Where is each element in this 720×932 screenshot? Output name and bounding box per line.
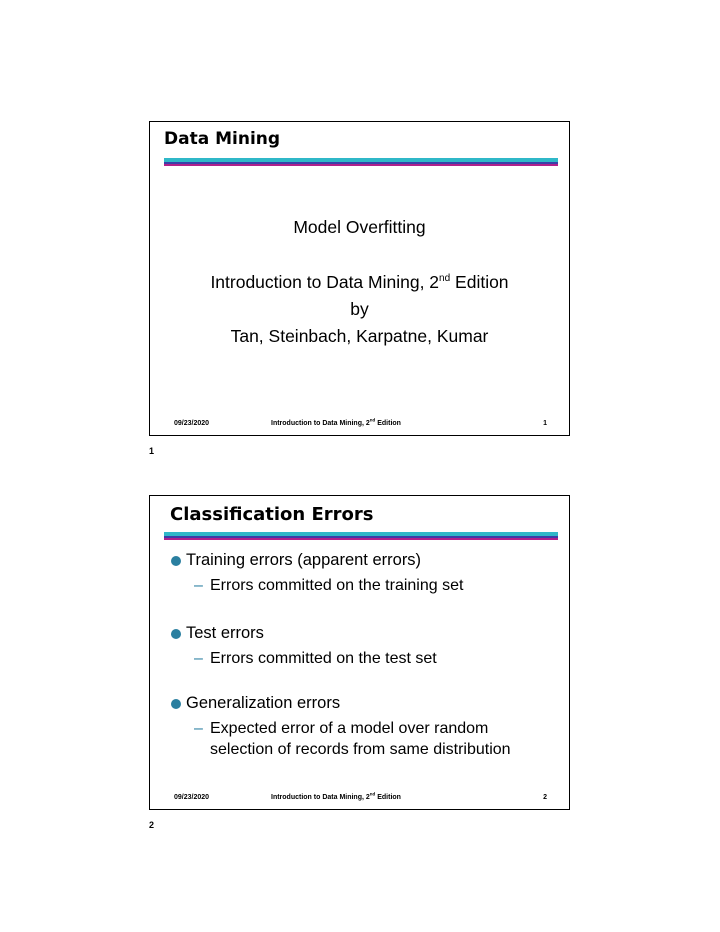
bullet-dot-icon <box>171 629 181 639</box>
slide-title: Classification Errors <box>170 504 374 525</box>
footer-slide-number: 1 <box>543 420 547 427</box>
book-title: Introduction to Data Mining, 2nd Edition <box>210 272 509 292</box>
sub-bullet-item: – Expected error of a model over random selection of records from same distribution <box>194 720 511 758</box>
footer-book-title: Introduction to Data Mining, 2nd Edition <box>271 791 401 801</box>
footer-date: 09/23/2020 <box>174 794 210 801</box>
bullet-item: Test errors <box>171 624 264 643</box>
footer-slide-number: 2 <box>543 794 547 801</box>
slide-2 <box>149 495 570 810</box>
bullet-dot-icon <box>171 556 181 566</box>
authors: Tan, Steinbach, Karpatne, Kumar <box>230 326 489 346</box>
slide-subtitle: Model Overfitting <box>293 217 426 237</box>
sub-bullet-item: – Errors committed on the test set <box>194 650 437 667</box>
page-label-2: 2 <box>149 820 155 830</box>
slide-1 <box>149 121 570 436</box>
slide-title: Data Mining <box>164 129 281 149</box>
sub-bullet-item: – Errors committed on the training set <box>194 577 464 594</box>
bullet-item: Training errors (apparent errors) <box>171 551 421 570</box>
footer-date: 09/23/2020 <box>174 420 210 427</box>
footer-book-title: Introduction to Data Mining, 2nd Edition <box>271 417 401 427</box>
dash-icon: – <box>194 650 203 667</box>
bullet-item: Generalization errors <box>171 694 340 713</box>
title-underline-bars <box>164 532 558 540</box>
dash-icon: – <box>194 720 203 737</box>
by-label: by <box>350 299 369 319</box>
page-label-1: 1 <box>149 446 155 456</box>
bullet-dot-icon <box>171 699 181 709</box>
title-underline-bars <box>164 158 558 166</box>
dash-icon: – <box>194 577 203 594</box>
